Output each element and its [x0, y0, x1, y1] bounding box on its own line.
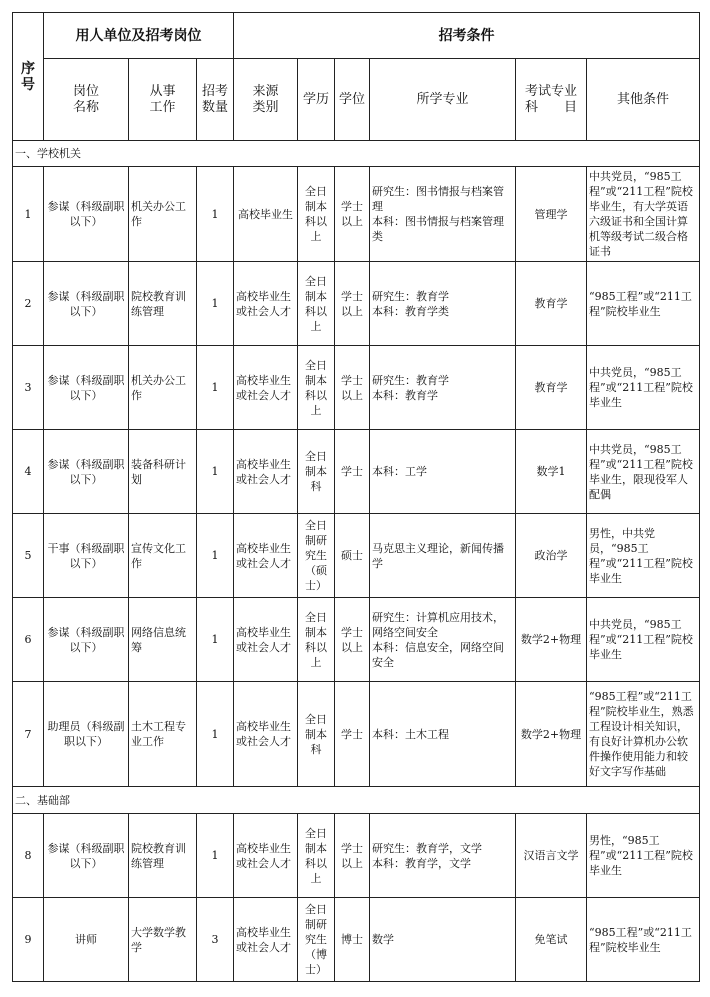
cell-quota: 1 — [197, 682, 234, 787]
cell-source: 高校毕业生或社会人才 — [234, 514, 298, 598]
cell-work: 大学数学教学 — [129, 898, 197, 982]
header-group-left: 用人单位及招考岗位 — [44, 13, 234, 59]
cell-other: 男性，中共党员，“985工程”或“211工程”院校毕业生 — [587, 514, 700, 598]
cell-education: 全日制研究生（博士） — [298, 898, 335, 982]
cell-no: 9 — [13, 898, 44, 982]
cell-source: 高校毕业生或社会人才 — [234, 898, 298, 982]
cell-no: 3 — [13, 346, 44, 430]
cell-work: 宣传文化工作 — [129, 514, 197, 598]
cell-education: 全日制研究生（硕士） — [298, 514, 335, 598]
cell-source: 高校毕业生或社会人才 — [234, 346, 298, 430]
header-major: 所学专业 — [370, 59, 516, 141]
cell-other: “985工程”或“211工程”院校毕业生 — [587, 262, 700, 346]
cell-source: 高校毕业生或社会人才 — [234, 262, 298, 346]
cell-quota: 1 — [197, 262, 234, 346]
cell-quota: 3 — [197, 898, 234, 982]
header-quota: 招考 数量 — [197, 59, 234, 141]
table-row — [13, 262, 700, 346]
table-row — [13, 346, 700, 430]
cell-major: 数学 — [370, 898, 516, 982]
cell-exam: 教育学 — [516, 346, 587, 430]
cell-other: 男性，“985工程”或“211工程”院校毕业生 — [587, 814, 700, 898]
cell-source: 高校毕业生或社会人才 — [234, 814, 298, 898]
cell-major: 马克思主义理论，新闻传播学 — [370, 514, 516, 598]
cell-other: 中共党员，“985工程”或“211工程”院校毕业生 — [587, 598, 700, 682]
header-post-name: 岗位 名称 — [44, 59, 129, 141]
cell-quota: 1 — [197, 167, 234, 262]
cell-work: 院校教育训练管理 — [129, 814, 197, 898]
cell-degree: 学士以上 — [335, 598, 370, 682]
cell-no: 8 — [13, 814, 44, 898]
header-row-group — [13, 13, 700, 59]
cell-major: 研究生：图书情报与档案管理 本科：图书情报与档案管理类 — [370, 167, 516, 262]
section-title: 二、基础部 — [13, 787, 700, 814]
cell-degree: 硕士 — [335, 514, 370, 598]
cell-post: 参谋（科级副职以下） — [44, 430, 129, 514]
recruitment-table-container — [12, 12, 700, 982]
header-row-columns — [13, 59, 700, 141]
section-row — [13, 141, 700, 167]
cell-major: 研究生：教育学 本科：教育学类 — [370, 262, 516, 346]
cell-exam: 数学2+物理 — [516, 598, 587, 682]
cell-other: 中共党员，“985工程”或“211工程”院校毕业生 — [587, 346, 700, 430]
cell-no: 7 — [13, 682, 44, 787]
cell-other: “985工程”或“211工程”院校毕业生，熟悉工程设计相关知识，有良好计算机办公软件操作使用能力和较好文字写作基础 — [587, 682, 700, 787]
cell-major: 研究生：教育学 本科：教育学 — [370, 346, 516, 430]
table-row — [13, 430, 700, 514]
cell-major: 研究生：计算机应用技术，网络空间安全 本科：信息安全，网络空间安全 — [370, 598, 516, 682]
cell-work: 机关办公工作 — [129, 346, 197, 430]
cell-no: 1 — [13, 167, 44, 262]
cell-post: 助理员（科级副职以下） — [44, 682, 129, 787]
cell-major: 本科：工学 — [370, 430, 516, 514]
cell-other: 中共党员，“985工程”或“211工程”院校毕业生，有大学英语六级证书和全国计算机等级考试二级合格证书 — [587, 167, 700, 262]
cell-source: 高校毕业生或社会人才 — [234, 598, 298, 682]
header-education: 学历 — [298, 59, 335, 141]
cell-source: 高校毕业生或社会人才 — [234, 430, 298, 514]
cell-no: 2 — [13, 262, 44, 346]
cell-degree: 学士以上 — [335, 814, 370, 898]
cell-work: 土木工程专业工作 — [129, 682, 197, 787]
cell-no: 4 — [13, 430, 44, 514]
cell-degree: 学士以上 — [335, 262, 370, 346]
header-source: 来源 类别 — [234, 59, 298, 141]
cell-work: 院校教育训练管理 — [129, 262, 197, 346]
cell-degree: 学士 — [335, 682, 370, 787]
cell-quota: 1 — [197, 514, 234, 598]
table-row — [13, 514, 700, 598]
cell-source: 高校毕业生或社会人才 — [234, 682, 298, 787]
cell-exam: 政治学 — [516, 514, 587, 598]
cell-work: 机关办公工作 — [129, 167, 197, 262]
header-other: 其他条件 — [587, 59, 700, 141]
cell-exam: 教育学 — [516, 262, 587, 346]
cell-no: 5 — [13, 514, 44, 598]
cell-post: 参谋（科级副职以下） — [44, 598, 129, 682]
cell-work: 网络信息统筹 — [129, 598, 197, 682]
table-row — [13, 814, 700, 898]
cell-post: 干事（科级副职以下） — [44, 514, 129, 598]
cell-quota: 1 — [197, 346, 234, 430]
table-row — [13, 898, 700, 982]
cell-post: 参谋（科级副职以下） — [44, 346, 129, 430]
header-seq: 序 号 — [13, 13, 44, 141]
cell-exam: 数学1 — [516, 430, 587, 514]
cell-exam: 管理学 — [516, 167, 587, 262]
header-degree: 学位 — [335, 59, 370, 141]
header-work: 从事 工作 — [129, 59, 197, 141]
cell-degree: 学士 — [335, 430, 370, 514]
cell-exam: 免笔试 — [516, 898, 587, 982]
cell-degree: 博士 — [335, 898, 370, 982]
cell-post: 参谋（科级副职以下） — [44, 814, 129, 898]
cell-quota: 1 — [197, 598, 234, 682]
recruitment-table — [12, 12, 700, 982]
cell-exam: 数学2+物理 — [516, 682, 587, 787]
cell-major: 本科：土木工程 — [370, 682, 516, 787]
cell-education: 全日制本科以上 — [298, 262, 335, 346]
cell-degree: 学士以上 — [335, 346, 370, 430]
cell-post: 讲师 — [44, 898, 129, 982]
cell-post: 参谋（科级副职以下） — [44, 167, 129, 262]
cell-post: 参谋（科级副职以下） — [44, 262, 129, 346]
cell-degree: 学士以上 — [335, 167, 370, 262]
cell-source: 高校毕业生 — [234, 167, 298, 262]
cell-other: “985工程”或“211工程”院校毕业生 — [587, 898, 700, 982]
cell-no: 6 — [13, 598, 44, 682]
cell-education: 全日制本科 — [298, 682, 335, 787]
cell-education: 全日制本科以上 — [298, 814, 335, 898]
cell-quota: 1 — [197, 814, 234, 898]
table-row — [13, 682, 700, 787]
section-row — [13, 787, 700, 814]
cell-work: 装备科研计划 — [129, 430, 197, 514]
cell-education: 全日制本科以上 — [298, 346, 335, 430]
header-exam: 考试专业 科 目 — [516, 59, 587, 141]
cell-education: 全日制本科以上 — [298, 598, 335, 682]
section-title: 一、学校机关 — [13, 141, 700, 167]
cell-quota: 1 — [197, 430, 234, 514]
cell-major: 研究生：教育学，文学 本科：教育学，文学 — [370, 814, 516, 898]
cell-exam: 汉语言文学 — [516, 814, 587, 898]
cell-other: 中共党员，“985工程”或“211工程”院校毕业生，限现役军人配偶 — [587, 430, 700, 514]
cell-education: 全日制本科以上 — [298, 167, 335, 262]
table-row — [13, 598, 700, 682]
table-row — [13, 167, 700, 262]
header-group-right: 招考条件 — [234, 13, 700, 59]
cell-education: 全日制本科 — [298, 430, 335, 514]
